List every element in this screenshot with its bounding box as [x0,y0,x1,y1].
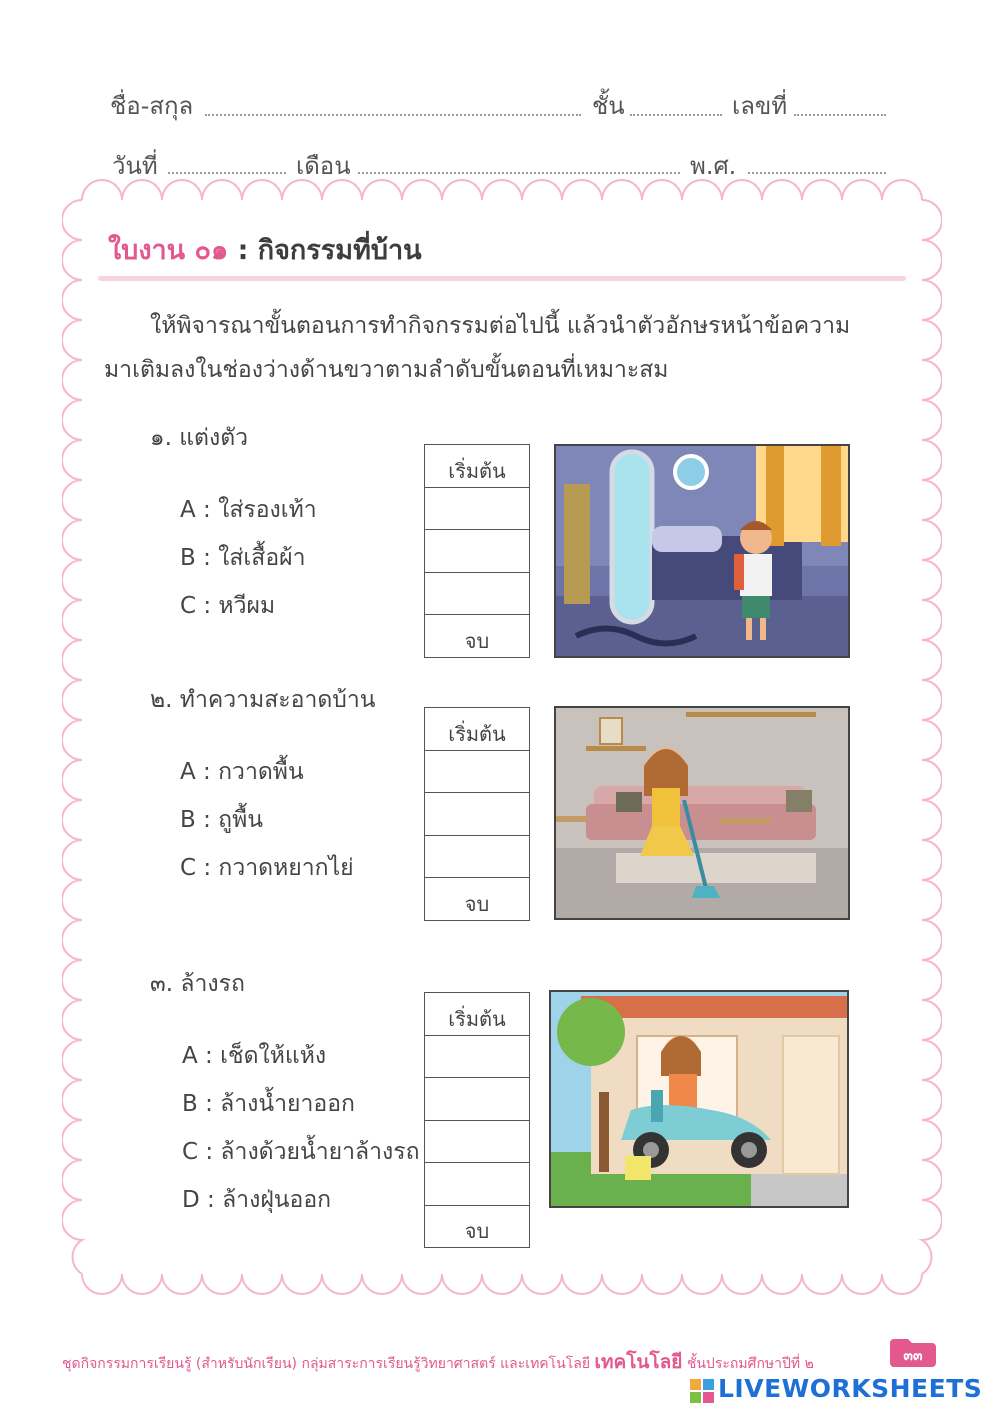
question-2-answer-column [424,707,530,921]
month-field[interactable] [358,172,680,174]
start-cell [425,445,529,488]
worksheet-title [108,228,422,271]
worksheet-title-prefix: ใบงาน ๐๑ [108,235,229,266]
question-1-option-b: B : ใส่เสื้อผ้า [180,545,306,571]
footer-text-part2: ชั้นประถมศึกษาปีที่ ๒ [682,1356,814,1372]
end-cell [425,878,529,920]
instruction-line-1: ให้พิจารณาขั้นตอนการทำกิจกรรมต่อไปนี้ แล้วนำตัวอักษรหน้าข้อความ [150,313,851,339]
answer-box[interactable] [425,751,529,794]
car-wash-illustration [549,990,849,1208]
answer-box[interactable] [425,793,529,836]
answer-box[interactable] [425,573,529,616]
question-1-option-c: C : หวีผม [180,593,276,619]
start-label: เริ่มต้น [448,458,506,483]
question-2-option-a: A : กวาดพื้น [180,759,304,785]
liveworksheets-brand[interactable]: LIVEWORKSHEETS [718,1374,983,1403]
start-label: เริ่มต้น [448,1006,506,1031]
answer-box[interactable] [425,1078,529,1121]
question-3-option-c: C : ล้างด้วยน้ำยาล้างรถ [182,1139,420,1165]
worksheet-title-suffix: : กิจกรรมที่บ้าน [237,235,422,266]
end-cell [425,1206,529,1248]
year-field[interactable] [748,172,886,174]
day-field[interactable] [168,172,286,174]
question-2-option-c: C : กวาดหยากไย่ [180,855,354,881]
end-label: จบ [464,891,490,916]
question-1-option-a: A : ใส่รองเท้า [180,497,317,523]
name-field[interactable] [205,114,581,116]
answer-box[interactable] [425,836,529,879]
answer-box[interactable] [425,530,529,573]
question-1-answer-column [424,444,530,658]
footer-text-part1: ชุดกิจกรรมการเรียนรู้ (สำหรับนักเรียน) กลุ่มสาระการเรียนรู้วิทยาศาสตร์ และเทคโนโลยี [62,1356,595,1372]
question-3-answer-column [424,992,530,1248]
question-3-option-a: A : เช็ดให้แห้ง [182,1043,327,1069]
day-label: วันที่ [112,152,158,180]
question-2-title: ๒. ทำความสะอาดบ้าน [150,687,376,713]
title-underline [98,276,906,281]
end-label: จบ [464,628,490,653]
question-3-option-b: B : ล้างน้ำยาออก [182,1091,355,1117]
class-label: ชั้น [592,92,625,120]
start-cell [425,708,529,751]
footer-text-technology: เทคโนโลยี [594,1351,683,1373]
answer-box[interactable] [425,1163,529,1206]
question-3-option-d: D : ล้างฝุ่นออก [182,1187,332,1213]
instruction-line-2: มาเติมลงในช่องว่างด้านขวาตามลำดับขั้นตอนที่เหมาะสม [104,357,669,383]
page-number: ๓๓ [903,1348,923,1364]
answer-box[interactable] [425,1036,529,1079]
answer-box[interactable] [425,1121,529,1164]
end-label: จบ [464,1219,490,1243]
footer-caption [62,1347,814,1377]
answer-box[interactable] [425,488,529,531]
living-room-illustration [554,706,850,920]
number-label: เลขที่ [732,92,788,120]
question-1-title: ๑. แต่งตัว [150,425,249,451]
class-field[interactable] [630,114,722,116]
page-number-badge [890,1333,936,1367]
year-label: พ.ศ. [690,152,737,180]
number-field[interactable] [794,114,886,116]
start-cell [425,993,529,1036]
month-label: เดือน [296,152,351,180]
bedroom-illustration [554,444,850,658]
end-cell [425,615,529,657]
question-3-title: ๓. ล้างรถ [150,971,245,997]
start-label: เริ่มต้น [448,721,506,746]
name-label: ชื่อ-สกุล [110,92,194,120]
question-2-option-b: B : ถูพื้น [180,807,263,833]
liveworksheets-logo-icon [690,1379,714,1403]
